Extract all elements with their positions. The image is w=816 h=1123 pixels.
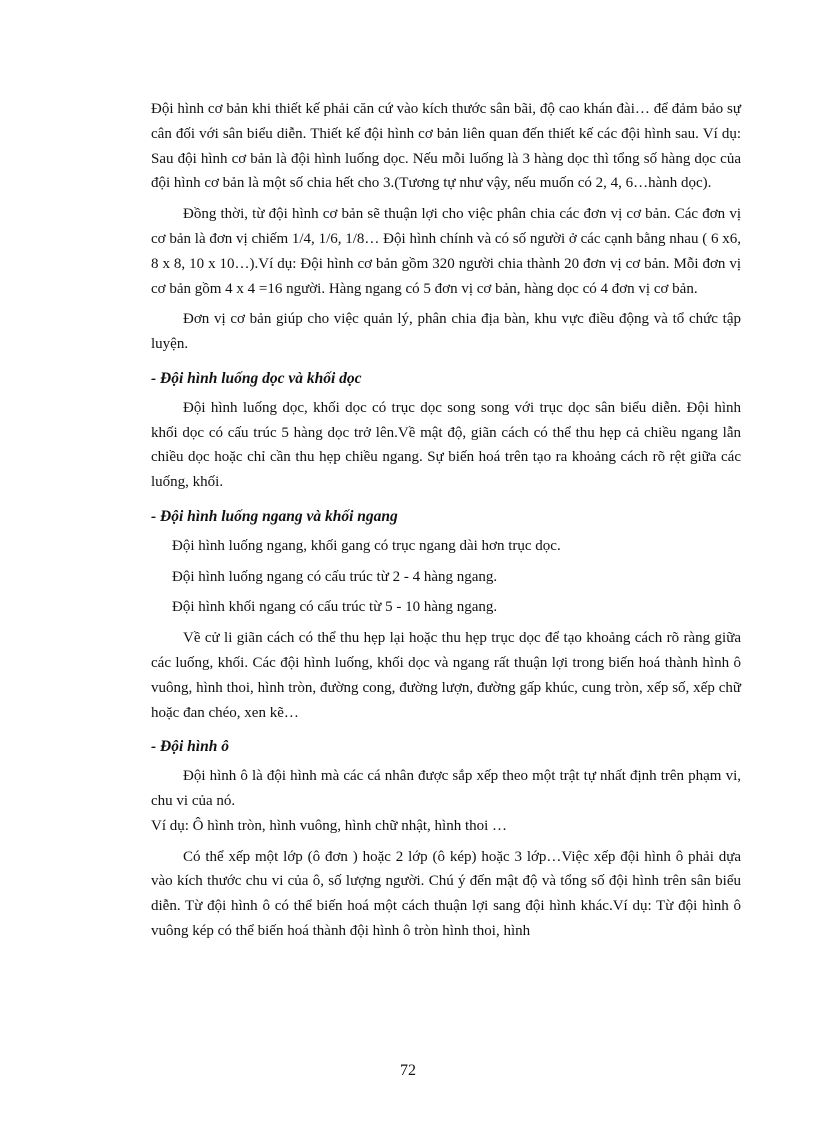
paragraph-horizontal-axis: Đội hình luống ngang, khối gang có trục ngang dài hơn trục dọc. bbox=[172, 537, 561, 554]
paragraph-cell-layers: Có thể xếp một lớp (ô đơn ) hoặc 2 lớp (ô kép) hoặc 3 lớp…Việc xếp đội hình ô phải dựa vào kích thước chu vi của ô, số lượng người. Chú ý đến mật độ và tổng số đội hình trên sân biểu diễn. Từ đội hình ô có thể biến hoá một cách thuận lợi sang đội hình khác.Ví dụ: Từ đội hình ô vuông kép có thể biến hoá thành đội hình ô tròn hình thoi, hình bbox=[151, 848, 741, 939]
page-number: 72 bbox=[400, 1062, 416, 1079]
paragraph-horizontal-row-structure: Đội hình luống ngang có cấu trúc từ 2 - 4 hàng ngang. bbox=[172, 568, 498, 585]
paragraph-basic-formation: Đội hình cơ bản khi thiết kế phải căn cứ vào kích thước sân bãi, độ cao khán đài… để đảm bảo sự cân đối với sân biểu diễn. Thiết kế đội hình cơ bản liên quan đến thiết kế các đội hình sau. Ví dụ: Sau đội hình cơ bản là đội hình luống dọc. Nếu mỗi luống là 3 hàng dọc thì tổng số hàng dọc của đội hình cơ bản là một số chia hết cho 3.(Tương tự như vậy, nếu muốn có 2, 4, 6…hành dọc). bbox=[151, 101, 741, 192]
paragraph-spacing: Về cử li giãn cách có thể thu hẹp lại hoặc thu hẹp trục dọc để tạo khoảng cách rõ ràng giữa các luống, khối. Các đội hình luống, khối dọc và ngang rất thuận lợi trong biến hoá thành hình ô vuông, hình thoi, hình tròn, đường cong, đường lượn, đường gấp khúc, cung tròn, xếp số, xếp chữ hoặc đan chéo, xen kẽ… bbox=[151, 630, 741, 721]
paragraph-cell-definition: Đội hình ô là đội hình mà các cá nhân được sắp xếp theo một trật tự nhất định trên phạm vi, chu vi của nó. bbox=[151, 768, 741, 809]
heading-horizontal-rows: - Đội hình luống ngang và khối ngang bbox=[151, 507, 398, 525]
paragraph-basic-units: Đồng thời, từ đội hình cơ bản sẽ thuận lợi cho việc phân chia các đơn vị cơ bản. Các đơn vị cơ bản là đơn vị chiếm 1/4, 1/6, 1/8… Đội hình chính và có số người ở các cạnh bằng nhau ( 6 x6, 8 x 8, 10 x 10…).Ví dụ: Đội hình cơ bản gồm 320 người chia thành 20 đơn vị cơ bản. Mỗi đơn vị cơ bản gồm 4 x 4 =16 người. Hàng ngang có 5 đơn vị cơ bản, hàng dọc có 4 đơn vị cơ bản. bbox=[151, 206, 741, 297]
heading-cell-formation: - Đội hình ô bbox=[151, 738, 229, 756]
paragraph-unit-purpose: Đơn vị cơ bản giúp cho việc quản lý, phân chia địa bàn, khu vực điều động và tổ chức tập luyện. bbox=[151, 311, 741, 353]
paragraph-vertical-rows: Đội hình luống dọc, khối dọc có trục dọc song song với trục dọc sân biểu diễn. Đội hình khối dọc có cấu trúc 5 hàng dọc trở lên.Về mật độ, giãn cách có thể thu hẹp cả chiều ngang lẫn chiều dọc hoặc chỉ cần thu hẹp chiều ngang. Sự biến hoá trên tạo ra khoảng cách rõ rệt giữa các luống, khối. bbox=[151, 399, 741, 491]
paragraph-horizontal-block-structure: Đội hình khối ngang có cấu trúc từ 5 - 10 hàng ngang. bbox=[172, 599, 498, 616]
page-body bbox=[151, 97, 741, 944]
heading-vertical-rows: - Đội hình luống dọc và khối dọc bbox=[151, 369, 362, 387]
paragraph-cell-example: Ví dụ: Ô hình tròn, hình vuông, hình chữ nhật, hình thoi … bbox=[151, 817, 508, 834]
